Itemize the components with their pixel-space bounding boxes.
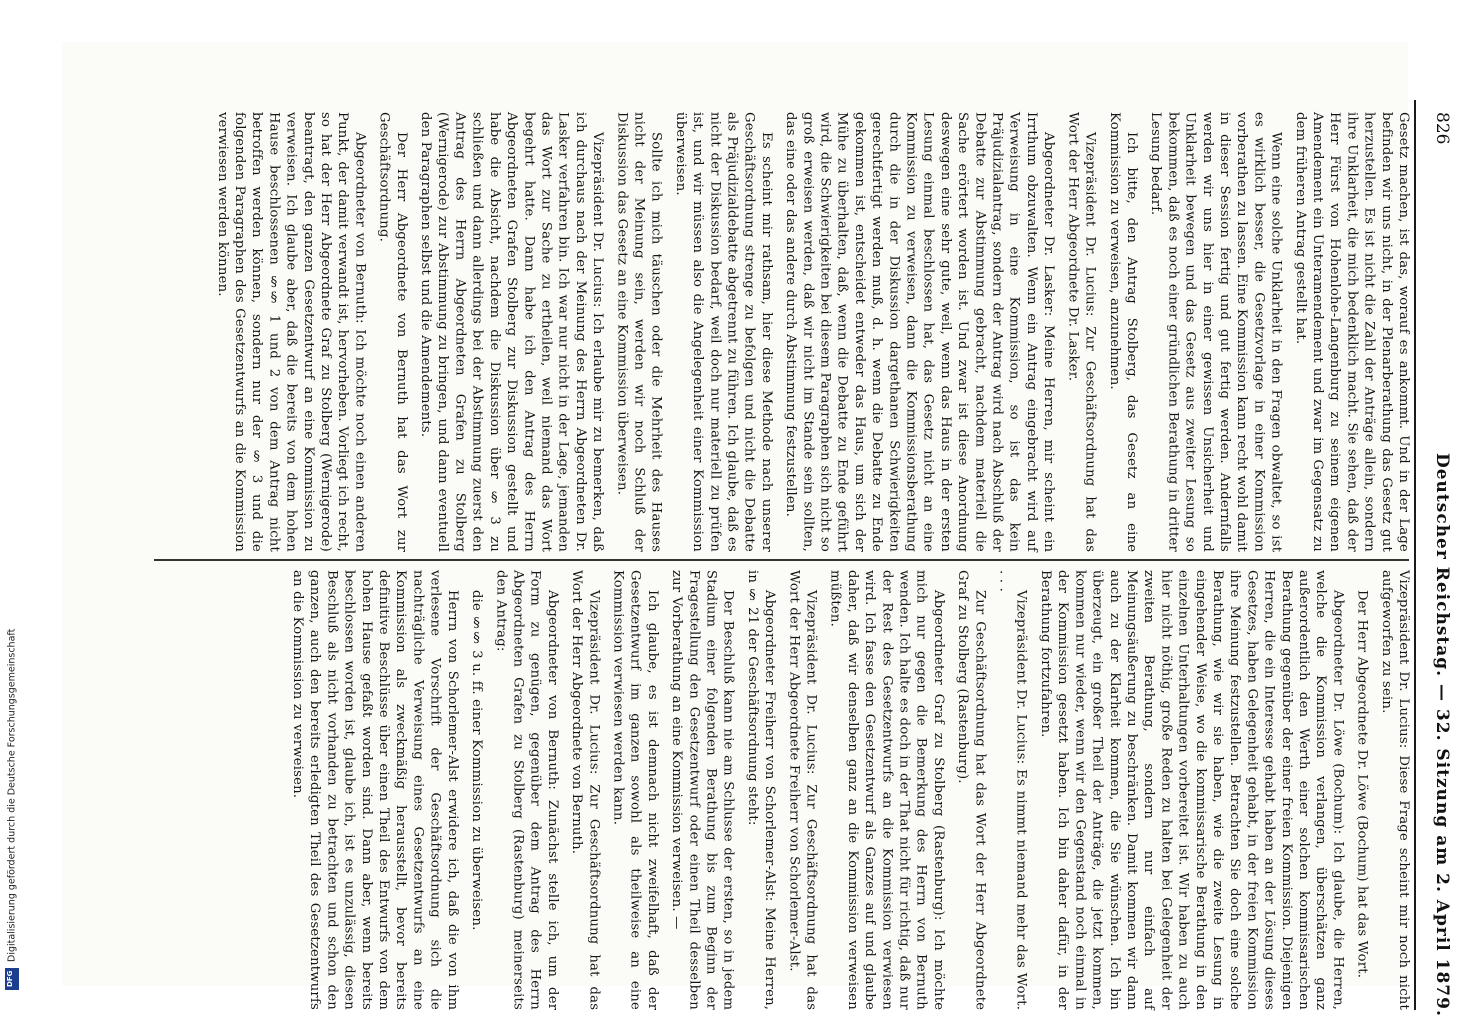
credit-text: Digitalisierung gefördert durch die Deutsche Forschungsgemeinschaft xyxy=(6,628,18,962)
paragraph: Der Beschluß kann nie am Schlusse der ersten, so in jedem Stadium einer folgenden Berathung bis zum Beginn der Fragestellung den Gesetzentwurf oder einen Theil desselben zur Vorberathung an eine Kommission verweisen. — xyxy=(669,570,736,1010)
header-rule xyxy=(1414,100,1416,1010)
paragraph: Der Herr Abgeordnete von Bernuth hat das Wort zur Geschäftsordnung. xyxy=(376,112,409,552)
paragraph: Es scheint mir rathsam, hier diese Methode nach unserer Geschäftsordnung strenge zu befolgen und nicht die Debatte als Präjudizialdebatte abgetrennt zu führen. Ich glaube, daß es nicht der Diskussion bedarf, weil doch nur materiell zu prüfen ist, und wir müssen also die Angelegenheit einer Kommission überweisen. xyxy=(672,112,774,552)
paragraph: Vizepräsident Dr. Lucius: Diese Frage scheint mir noch nicht aufgeworfen zu sein. xyxy=(1378,570,1411,1010)
paragraph: Vizepräsident Dr. Lucius: Zur Geschäftsordnung hat das Wort der Herr Abgeordnete Freiherr von Schorlemer-Alst. xyxy=(786,570,819,1010)
column-divider xyxy=(154,559,1409,561)
paragraph: Vizepräsident Dr. Lucius: Zur Geschäftsordnung hat das Wort der Herr Abgeordnete von Bernuth. xyxy=(569,570,602,1010)
paragraph: Abgeordneter Freiherr von Schorlemer-Alst: Meine Herren, in § 21 der Geschäftsordnung steht: xyxy=(744,570,778,1010)
paragraph: Abgeordneter von Bernuth: Ich möchte noch einen anderen Punkt, der damit verwandt ist, hervorheben. Vorliegt ich recht, so hat der Herr Abgeordnete Graf zu Stolberg (Wernigerode) beantragt, den ganzen Gesetzentwurf an eine Kommission zu verweisen. Ich glaube aber, daß die bereits von dem hohen Hause beschlossenen §§ 1 und 2 von dem Antrag nicht betroffen werden können, sondern nur der § 3 und die folgenden Paragraphen des Gesetzentwurfs an die Kommission verwiesen werden können. xyxy=(214,112,368,552)
paragraph: Ich glaube, es ist demnach nicht zweifelhaft, daß der Gesetzentwurf im ganzen sowohl als theilweise an eine Kommission verwiesen werden kann. xyxy=(610,570,660,1010)
paragraph: Abgeordneter Dr. Löwe (Bochum): Ich glaube, die Herren, welche die Kommission verlangen, überschätzen ganz außerordentlich den Werth einer solchen kommissarischen Berathung gegenüber der einer freien Kommission. Diejenigen Herren, die ein Interesse gehabt haben an der Lösung dieses Gesetzes, haben Gelegenheit gehabt, in der freien Kommission ihre Meinung festzustellen. Betrachten Sie doch eine solche Berathung, wie wir sie haben, wie die zweite Lesung in eingehender Weise, wo die kommissarische Berathung in den einzelnen Unterhaltungen vorbereitet ist. Wir haben zu auch hier nicht nöthig, große Reden zu halten bei Gelegenheit der zweiten Berathung, sondern nur einfach auf Meinungsäußerung zu beschränken. Damit kommen wir dann auch zu der Klarheit kommen, die Sie wünschen. Ich bin überzeugt, ein großer Theil der Anträge, die jetzt kommen, kommen nur wieder, wenn wir den Gegenstand noch einmal in der Kommission gesetzt haben. Ich bin daher dafür, in der Berathung fortzufahren. xyxy=(1037,570,1346,1010)
paragraph: Wenn eine solche Unklarheit in den Fragen obwaltet, so ist es wirklich besser, die Gesetzvorlage in einer Kommission vorberathen zu lassen. Eine Kommission kann recht wohl damit in dieser Session fertig und gut fertig werden. Andernfalls werden wir uns hier in einer gewissen Unsicherheit und Unklarheit bewegen und das Gesetz aus zweiter Lesung so bekommen, daß es noch einer gründlichen Berathung in dritter Lesung bedarf. xyxy=(1148,112,1284,552)
paragraph: Der Herr Abgeordnete Dr. Löwe (Bochum) hat das Wort. xyxy=(1354,589,1370,978)
paragraph: Gesetz machen, ist das, worauf es ankommt. Und in der Lage befinden wir uns nicht, in der Plenarberathung das Gesetz gut herzustellen. Es ist nicht die Zahl der Anträge allein, sondern ihre Unklarheit, die mich bedenklich macht. Sie sehen, daß der Herr Fürst von Hohenlohe-Langenburg zu seinem eigenen Amendement ein Unteramendement und zwar im Gegensatz zu dem früheren Antrag gestellt hat. xyxy=(1292,112,1411,552)
paragraph: die §§ 3 u. ff. einer Kommission zu überweisen. xyxy=(469,589,485,931)
paragraph: Vizepräsident Dr. Lucius: Es nimmt niemand mehr das Wort. . . . xyxy=(996,570,1029,1010)
digitization-credit xyxy=(2,620,22,990)
text-column-right xyxy=(162,570,1412,1010)
page-title: Deutscher Reichstag. — 32. Sitzung am 2. April 1879. xyxy=(1432,453,1452,1017)
paragraph: Abgeordneter Dr. Lasker: Meine Herren, mir scheint ein Irrthum obzuwalten. Wenn ein Antrag eingebracht wird auf Verweisung in eine Kommission, so ist das kein Präjudizialantrag, sondern der Antrag wird nach Abschluß der Debatte zur Abstimmung gebracht, nachdem materiell die Sache erörtert worden ist. Und zwar ist diese Anordnung deswegen eine sehr gute, weil, wenn das Haus in der ersten Lesung einmal beschlossen hat, das Gesetz nicht an eine Kommission zu verweisen, dann die Kommissionsberathung durch die in der Diskussion dargethanen Schwierigkeiten gerechtfertigt werden muß, d. h. wenn die Debatte zu Ende gekommen ist, entscheidet entweder das Haus, um sich der Mühe zu überhalten, daß, wenn die Debatte zu Ende geführt wird, die Schwierigkeiten bei diesem Paragraphen sich nicht so groß erweisen werden, daß wir nicht im Stande sein sollten, das eine oder das andere durch Abstimmung festzustellen. xyxy=(783,112,1057,552)
paragraph: Vizepräsident Dr. Lucius: Zur Geschäftsordnung hat das Wort der Herr Abgeordnete Dr. Lasker. xyxy=(1065,112,1098,552)
paragraph: Abgeordneter von Bernuth: Zunächst stelle ich, um der Form zu genügen, gegenüber dem Antrag des Herrn Abgeordneten Grafen zu Stolberg (Rastenburg) meinerseits den Antrag: xyxy=(493,570,560,1010)
paragraph: Ich bitte, den Antrag Stolberg, das Gesetz an eine Kommission zu verweisen, anzunehmen. xyxy=(1106,112,1139,552)
paragraph: Herrn von Schorlemer-Alst erwidere ich, daß die von ihm verlesene Vorschrift der Geschäftsordnung sich die nachträgliche Verweisung eines Gesetzentwurfs an eine Kommission als zweckmäßig herausstellt, bevor bereits definitive Beschlüsse über einen Theil des Entwurfs von dem hohen Hause gefaßt worden sind. Dann aber, wenn bereits beschlossen worden ist, glaube ich, ist es unzulässig, diesen Beschluß als nicht vorhanden zu betrachten und schon den ganzen, auch den bereits erledigten Theil des Gesetzentwurfs an die Kommission zu verweisen. xyxy=(290,570,460,1010)
page-number: 826 xyxy=(1432,112,1452,145)
paragraph: Vizepräsident Dr. Lucius: Ich erlaube mir zu bemerken, daß ich durchaus nach der Meinung des Herrn Abgeordneten Dr. Lasker verfahren bin. Ich war nur nicht in der Lage, jemanden das Wort zur Sache zu ertheilen, weil niemand das Wort begehrt hatte. Dann habe ich den Antrag des Herrn Abgeordneten Grafen Stolberg zur Diskussion gestellt und habe die Absicht, nachdem die Diskussion über § 3 zu schließen und dann allerdings bei der Abstimmung zuerst den Antrag des Herrn Abgeordneten Grafen zu Stolberg (Wernigerode) zur Abstimmung zu bringen, und dann eventuell den Paragraphen selbst und die Amendements. xyxy=(418,112,606,552)
dfg-logo-icon: DFG xyxy=(5,968,19,990)
scanned-page xyxy=(62,42,1452,1017)
paragraph: Abgeordneter Graf zu Stolberg (Rastenburg): Ich möchte mich nur gegen die Bemerkung des Herrn von Bernuth wenden. Ich halte es doch in der That nicht für richtig, daß nur der Rest des Gesetzentwurfs an die Kommission verwiesen wird. Ich fasse den Gesetzentwurf als Ganzes auf und glaube daher, daß wir denselben ganz an die Kommission verweisen müßten. xyxy=(827,570,946,1010)
paragraph: Sollte ich mich täuschen oder die Mehrheit des Hauses nicht der Meinung sein, werden wir noch Schluß der Diskussion das Gesetz an eine Kommission überweisen. xyxy=(614,112,664,552)
page-header xyxy=(1426,112,1458,1017)
paragraph: Zur Geschäftsordnung hat das Wort der Herr Abgeordnete Graf zu Stolberg (Rastenburg). xyxy=(955,570,988,1010)
text-column-left xyxy=(162,112,1412,552)
